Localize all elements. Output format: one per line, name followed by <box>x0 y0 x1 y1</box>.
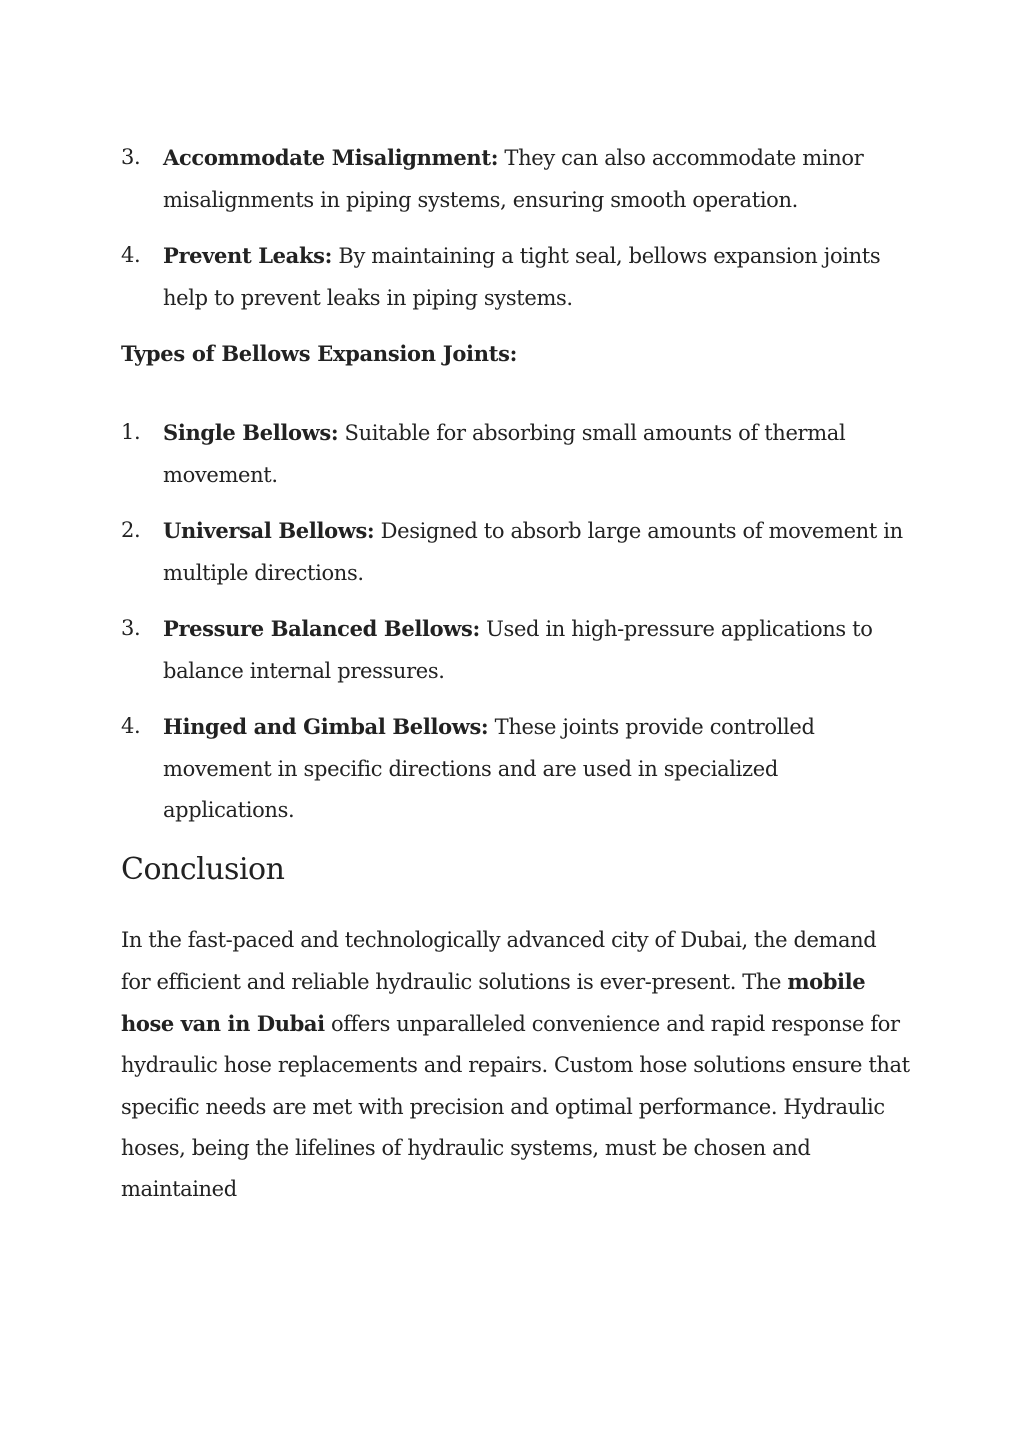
conclusion-paragraph <box>121 920 911 1211</box>
list-term: Accommodate Misalignment: <box>163 145 499 170</box>
list-text: They can also accommodate minor misalignments in piping systems, ensuring smooth operation. <box>163 146 864 212</box>
list-item <box>121 706 911 832</box>
list-text: Used in high-pressure applications to balance internal pressures. <box>163 617 873 683</box>
types-list <box>121 412 911 832</box>
list-number: 1. <box>121 420 141 444</box>
list-number: 4. <box>121 243 141 267</box>
conclusion-text-after: offers unparalleled convenience and rapid response for hydraulic hose replacements and repairs. Custom hose solutions ensure that specific needs are met with precision and optimal performance. Hydraulic hoses, being the lifelines of hydraulic systems, must be chosen and maintained <box>121 1012 910 1202</box>
list-term: Hinged and Gimbal Bellows: <box>163 714 489 739</box>
list-text: These joints provide controlled movement in specific directions and are used in specialized applications. <box>163 715 815 822</box>
conclusion-bold-link-text: mobile hose van in Dubai <box>121 968 866 1037</box>
list-number: 3. <box>121 145 141 169</box>
benefits-list <box>121 137 911 319</box>
types-heading: Types of Bellows Expansion Joints: <box>121 341 518 366</box>
list-term: Single Bellows: <box>163 420 339 445</box>
list-text: By maintaining a tight seal, bellows expansion joints help to prevent leaks in piping systems. <box>163 244 881 310</box>
list-number: 2. <box>121 518 141 542</box>
list-term: Universal Bellows: <box>163 518 375 543</box>
list-item <box>121 235 911 319</box>
list-text: Suitable for absorbing small amounts of thermal movement. <box>163 421 846 487</box>
list-item <box>121 412 911 496</box>
conclusion-text-before: In the fast-paced and technologically advanced city of Dubai, the demand for efficient and reliable hydraulic solutions is ever-present. The <box>121 927 877 994</box>
conclusion-heading: Conclusion <box>121 851 285 887</box>
list-item <box>121 137 911 221</box>
list-item <box>121 510 911 594</box>
document-content <box>121 137 911 1211</box>
list-text: Designed to absorb large amounts of movement in multiple directions. <box>163 519 903 585</box>
list-item <box>121 608 911 692</box>
list-number: 4. <box>121 714 141 738</box>
list-term: Pressure Balanced Bellows: <box>163 616 480 641</box>
list-term: Prevent Leaks: <box>163 243 333 268</box>
list-number: 3. <box>121 616 141 640</box>
